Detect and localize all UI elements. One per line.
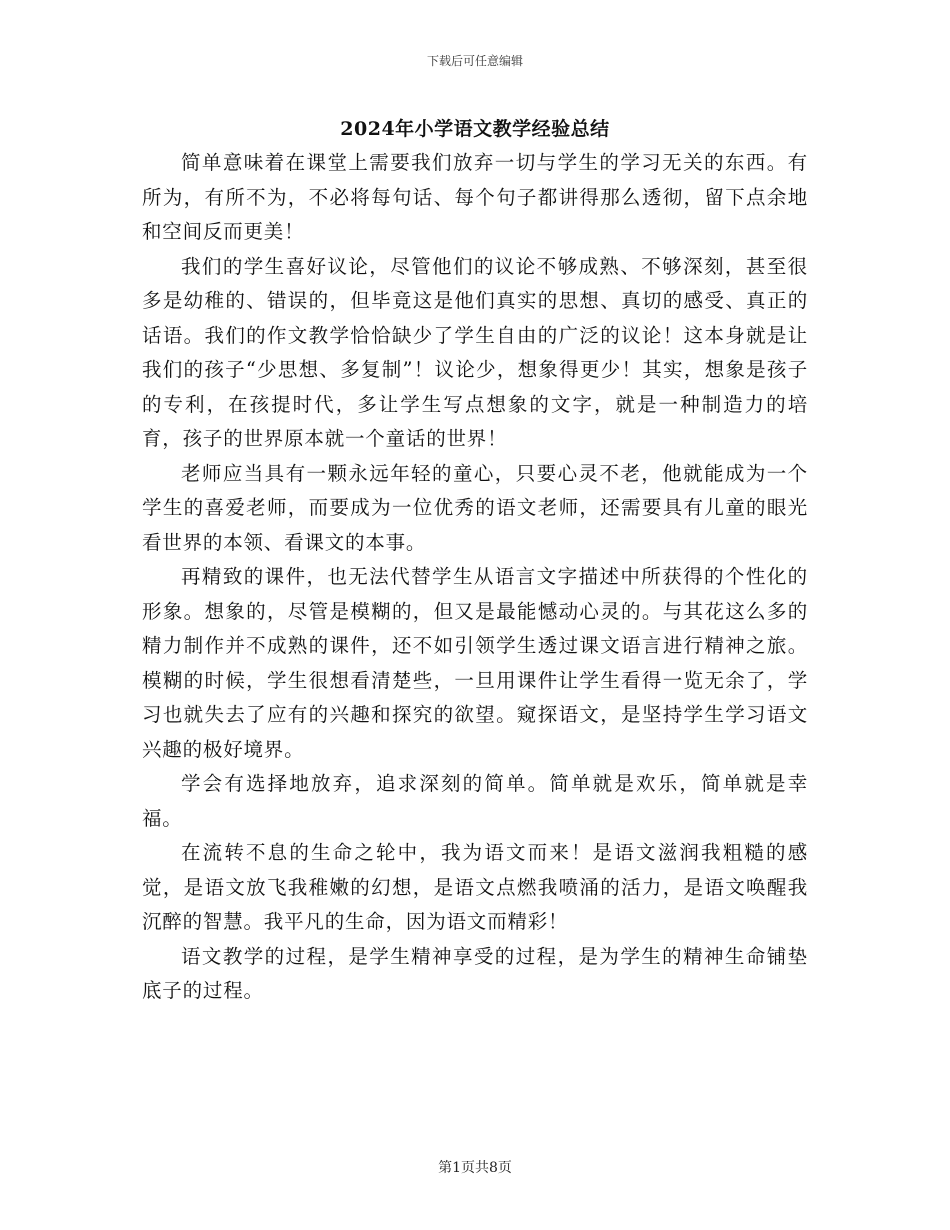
paragraph: 学会有选择地放弃，追求深刻的简单。简单就是欢乐，简单就是幸福。 bbox=[142, 772, 808, 830]
document-body bbox=[142, 146, 808, 1009]
paragraph: 老师应当具有一颗永远年轻的童心，只要心灵不老，他就能成为一个学生的喜爱老师，而要成为一位优秀的语文老师，还需要具有儿童的眼光看世界的本领、看课文的本事。 bbox=[142, 461, 808, 554]
paragraph: 我们的学生喜好议论，尽管他们的议论不够成熟、不够深刻，甚至很多是幼稚的、错误的，但毕竟这是他们真实的思想、真切的感受、真正的话语。我们的作文教学恰恰缺少了学生自由的广泛的议论！这本身就是让我们的孩子“少思想、多复制”！议论少，想象得更少！其实，想象是孩子的专利，在孩提时代，多让学生写点想象的文字，就是一种制造力的培育，孩子的世界原本就一个童话的世界！ bbox=[142, 254, 808, 450]
document-title: 2024年小学语文教学经验总结 bbox=[340, 118, 610, 140]
paragraph: 语文教学的过程，是学生精神享受的过程，是为学生的精神生命铺垫底子的过程。 bbox=[142, 944, 808, 1002]
paragraph: 再精致的课件，也无法代替学生从语言文字描述中所获得的个性化的形象。想象的，尽管是模糊的，但又是最能憾动心灵的。与其花这么多的精力制作并不成熟的课件，还不如引领学生透过课文语言进行精神之旅。模糊的时候，学生很想看清楚些，一旦用课件让学生看得一览无余了，学习也就失去了应有的兴趣和探究的欲望。窥探语文，是坚持学生学习语文兴趣的极好境界。 bbox=[142, 565, 808, 761]
page-header-note: 下载后可任意编辑 bbox=[426, 54, 523, 68]
page-number: 第1页共8页 bbox=[438, 1160, 512, 1176]
paragraph: 在流转不息的生命之轮中，我为语文而来！是语文滋润我粗糙的感觉，是语文放飞我稚嫩的幻想，是语文点燃我喷涌的活力，是语文唤醒我沉醉的智慧。我平凡的生命，因为语文而精彩！ bbox=[142, 841, 808, 933]
paragraph: 简单意味着在课堂上需要我们放弃一切与学生的学习无关的东西。有所为，有所不为，不必将每句话、每个句子都讲得那么透彻，留下点余地和空间反而更美！ bbox=[142, 151, 808, 243]
